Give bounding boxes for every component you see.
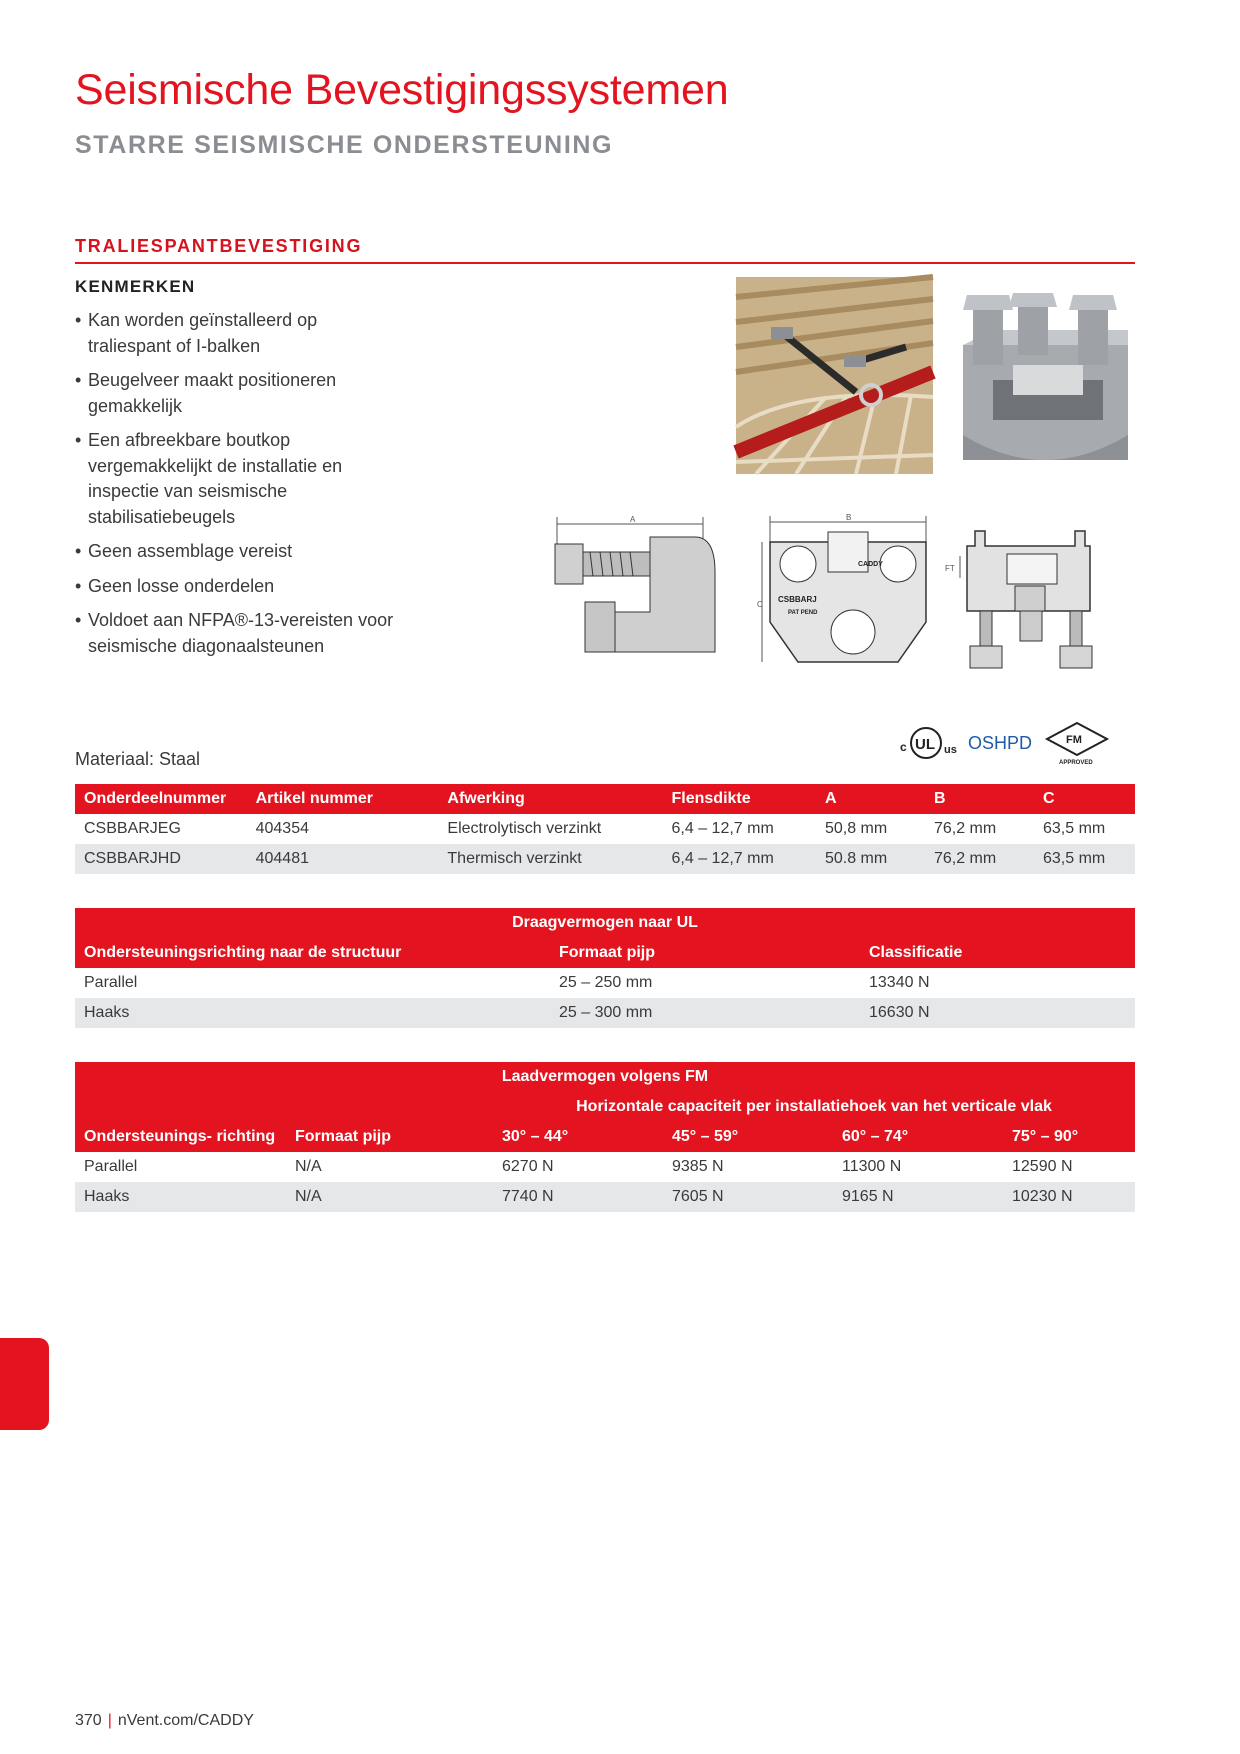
stamp-caddy: CADDY: [858, 561, 883, 568]
ul-us-mark: us: [944, 744, 957, 756]
table-cell: 7740 N: [493, 1182, 663, 1212]
table-cell: 9165 N: [833, 1182, 1003, 1212]
table-cell: 404481: [247, 844, 439, 874]
certification-logos: [900, 715, 1135, 765]
table-caption: Laadvermogen volgens FM: [75, 1062, 1135, 1092]
features-heading: KENMERKEN: [75, 277, 196, 296]
installation-photo: [736, 277, 933, 474]
column-header: Ondersteunings- richting: [75, 1092, 286, 1152]
table-cell: 12590 N: [1012, 1158, 1073, 1175]
column-header: Artikel nummer: [247, 784, 439, 814]
column-header: 60° – 74°: [833, 1122, 1003, 1152]
dimension-label-ft: FT: [945, 564, 955, 573]
column-header: Formaat pijp: [286, 1092, 493, 1152]
table-header-row: [75, 1092, 1135, 1122]
table-header-row: [75, 784, 1135, 814]
table-row: [75, 998, 1135, 1028]
table-cell: 50,8 mm: [824, 820, 888, 837]
column-header: B: [925, 784, 1034, 814]
chapter-tab: [0, 1338, 49, 1430]
oshpd-logo: OSHPD: [968, 733, 1033, 753]
fm-capacity-table: [75, 1062, 1135, 1212]
table-cell: 9385 N: [672, 1158, 724, 1175]
table-cell: Haaks: [75, 1182, 286, 1212]
table-header-row: [75, 938, 1135, 968]
feature-item: • Een afbreekbare boutkop vergemakkelijkt de installatie en inspectie van seismische stabilisatiebeugels: [75, 428, 405, 530]
stamp-patent: PAT PEND: [788, 610, 818, 616]
feature-item: • Beugelveer maakt positioneren gemakkelijk: [75, 368, 405, 419]
ul-capacity-table: [75, 908, 1135, 1028]
table-row: [75, 1152, 1135, 1182]
table-row: [75, 844, 1135, 874]
table-cell: 50.8 mm: [816, 844, 925, 874]
table-row: [75, 968, 1135, 998]
parts-table: [75, 784, 1135, 874]
ul-c-mark: c: [900, 740, 907, 754]
table-cell: 76,2 mm: [933, 820, 997, 837]
table-cell: 11300 N: [842, 1158, 902, 1175]
fm-mark: FM: [1066, 734, 1082, 746]
table-cell: 16630 N: [860, 998, 1135, 1028]
dimension-label-b: B: [846, 513, 852, 522]
column-header: 30° – 44°: [493, 1122, 663, 1152]
table-cell: 76,2 mm: [925, 844, 1034, 874]
stamp-model: CSBBARJ: [778, 595, 817, 604]
feature-item: • Voldoet aan NFPA®-13-vereisten voor seismische diagonaalsteunen: [75, 608, 405, 659]
table-cell: Parallel: [84, 974, 138, 991]
table-caption-row: [75, 908, 1135, 938]
page-title: Seismische Bevestigingssystemen: [75, 66, 729, 114]
table-cell: 63,5 mm: [1034, 844, 1135, 874]
column-header: Ondersteuningsrichting naar de structuur: [75, 938, 550, 968]
page-number: 370: [75, 1712, 102, 1729]
feature-item: • Geen assemblage vereist: [75, 539, 405, 565]
footer-separator: |: [107, 1712, 112, 1729]
table-cell: Thermisch verzinkt: [438, 844, 662, 874]
page-footer: [75, 1712, 254, 1730]
table-caption: Draagvermogen naar UL: [75, 908, 1135, 938]
column-header: Afwerking: [438, 784, 662, 814]
table-cell: 6,4 – 12,7 mm: [671, 820, 774, 837]
table-row: [75, 1182, 1135, 1212]
table-cell: Haaks: [75, 998, 550, 1028]
dimension-label-a: A: [630, 515, 636, 524]
table-cell: 7605 N: [663, 1182, 833, 1212]
page-subtitle: STARRE SEISMISCHE ONDERSTEUNING: [75, 131, 614, 159]
features-list: [75, 308, 405, 668]
table-cell: 63,5 mm: [1042, 820, 1106, 837]
table-cell: 6270 N: [502, 1158, 554, 1175]
dimension-label-c: C: [757, 600, 763, 609]
table-cell: Electrolytisch verzinkt: [447, 820, 602, 837]
feature-item: • Kan worden geïnstalleerd op traliespant of I-balken: [75, 308, 405, 359]
column-header: Classificatie: [860, 938, 1135, 968]
table-cell: 10230 N: [1003, 1182, 1135, 1212]
footer-website-link[interactable]: nVent.com/CADDY: [117, 1712, 254, 1729]
table-cell: 25 – 250 mm: [559, 974, 653, 991]
table-cell: CSBBARJEG: [84, 820, 181, 837]
column-header: C: [1034, 784, 1135, 814]
ul-mark: UL: [915, 736, 935, 753]
table-cell: 13340 N: [869, 974, 930, 991]
table-cell: N/A: [295, 1158, 322, 1175]
column-header: A: [816, 784, 925, 814]
section-divider: [75, 262, 1135, 264]
column-header: 75° – 90°: [1003, 1122, 1135, 1152]
column-header: Flensdikte: [663, 784, 816, 814]
feature-item: • Geen losse onderdelen: [75, 574, 405, 600]
section-heading: TRALIESPANTBEVESTIGING: [75, 236, 363, 256]
table-cell: CSBBARJHD: [75, 844, 247, 874]
material-text: Materiaal: Staal: [75, 749, 201, 769]
technical-drawing-top: [945, 516, 1135, 674]
table-cell: N/A: [286, 1182, 493, 1212]
table-cell: 6,4 – 12,7 mm: [663, 844, 816, 874]
fm-approved-label: APPROVED: [1059, 760, 1093, 766]
table-cell: 404354: [255, 820, 309, 837]
column-header: 45° – 59°: [663, 1122, 833, 1152]
product-photo: [953, 285, 1138, 480]
table-subcaption: Horizontale capaciteit per installatiehoek van het verticale vlak: [493, 1092, 1135, 1122]
table-cell: Parallel: [84, 1158, 138, 1175]
table-cell: 25 – 300 mm: [550, 998, 860, 1028]
technical-drawing-front: [758, 512, 938, 674]
table-caption-row: [75, 1062, 1135, 1092]
column-header: Onderdeelnummer: [75, 784, 247, 814]
column-header: Formaat pijp: [550, 938, 860, 968]
table-row: [75, 814, 1135, 844]
technical-drawing-side: [555, 512, 718, 674]
